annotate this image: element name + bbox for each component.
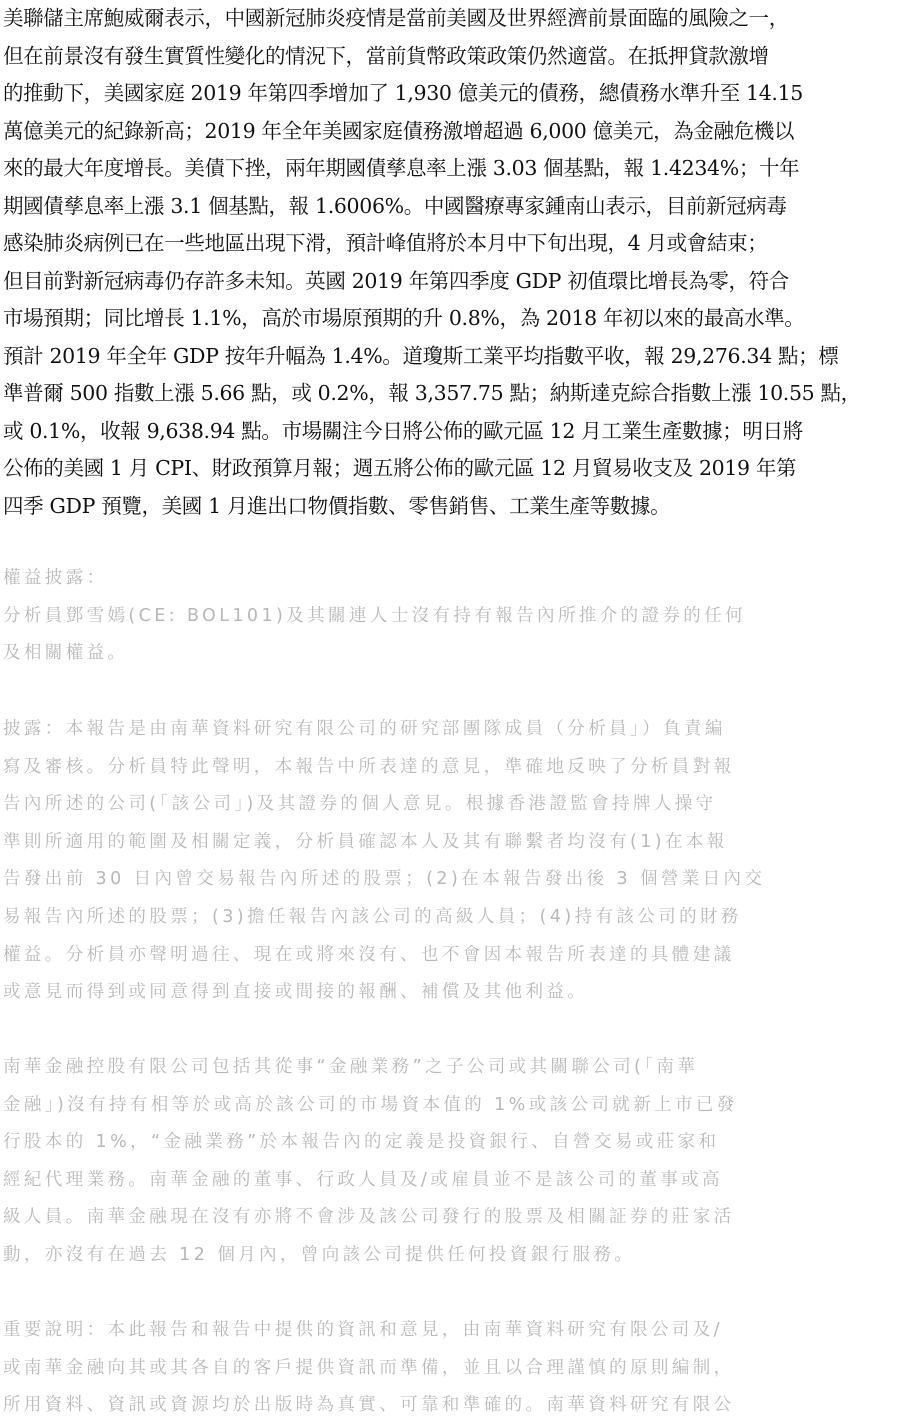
disclosure-line: 行股本的 1%，“金融業務”於本報告內的定義是投資銀行、自營交易或莊家和 xyxy=(3,1132,720,1153)
disclosure-line: 南華金融控股有限公司包括其從事“金融業務”之子公司或其關聯公司(「南華 xyxy=(3,1057,699,1077)
market-commentary-paragraph xyxy=(3,0,871,525)
disclosure-line: 及相關權益。 xyxy=(3,643,129,664)
commentary-line: 期國債孳息率上漲 3.1 個基點，報 1.6006%。中國醫療專家鍾南山表示，目前新冠病毒 xyxy=(3,193,787,218)
disclosure-line: 所用資料、資訊或資源均於出版時為真實、可靠和準確的。南華資料研究有限公 xyxy=(3,1395,735,1416)
commentary-line: 市場預期；同比增長 1.1%，高於市場原預期的升 0.8%，為 2018 年初以來的最高水準。 xyxy=(3,306,805,330)
commentary-line: 四季 GDP 預覽，美國 1 月進出口物價指數、零售銷售、工業生產等數據。 xyxy=(3,493,671,518)
disclosure-line: 易報告內所述的股票；(3)擔任報告內該公司的高級人員；(4)持有該公司的財務 xyxy=(3,906,742,927)
disclosure-line: 或意見而得到或同意得到直接或間接的報酬、補償及其他利益。 xyxy=(3,982,589,1003)
disclosure-line: 寫及審核。分析員特此聲明，本報告中所表達的意見，準確地反映了分析員對報 xyxy=(3,756,735,777)
disclosure-line: 經紀代理業務。南華金融的董事、行政人員及/或雇員並不是該公司的董事或高 xyxy=(3,1169,723,1190)
disclosure-line: 準則所適用的範圍及相關定義，分析員確認本人及其有聯繫者均沒有(1)在本報 xyxy=(3,831,728,852)
commentary-line: 預計 2019 年全年 GDP 按年升幅為 1.4%。道瓊斯工業平均指數平收，報 29,276.34 點；標 xyxy=(3,343,839,368)
commentary-line: 但在前景沒有發生實質性變化的情況下，當前貨幣政策政策仍然適當。在抵押貸款激增 xyxy=(3,43,769,68)
disclosure-line: 重要說明：本此報告和報告中提供的資訊和意見，由南華資料研究有限公司及/ xyxy=(3,1320,723,1340)
commentary-line: 美聯儲主席鮑威爾表示，中國新冠肺炎疫情是當前美國及世界經濟前景面臨的風險之一， xyxy=(3,6,789,30)
analyst-disclosure-section xyxy=(3,711,873,1012)
disclosure-line: 披露：本報告是由南華資料研究有限公司的研究部團隊成員（分析員」）負責編 xyxy=(3,719,726,739)
commentary-line: 或 0.1%，收報 9,638.94 點。市場關注今日將公佈的歐元區 12 月工業生產數據；明日將 xyxy=(3,418,803,443)
disclosure-line: 動，亦沒有在過去 12 個月內，曾向該公司提供任何投資銀行服務。 xyxy=(3,1244,636,1265)
disclosure-line: 分析員鄧雪嫣(CE: BOL101)及其關連人士沒有持有報告內所推介的證券的任何 xyxy=(3,605,747,626)
commentary-line: 感染肺炎病例已在一些地區出現下滑，預計峰值將於本月中下旬出現，4 月或會結束； xyxy=(3,231,768,255)
disclosure-line: 告發出前 30 日內曾交易報告內所述的股票；(2)在本報告發出後 3 個營業日內交 xyxy=(3,869,766,890)
commentary-line: 萬億美元的紀錄新高；2019 年全年美國家庭債務激增超過 6,000 億美元，為金融危機以 xyxy=(3,118,795,143)
group-disclosure-section xyxy=(3,1049,873,1275)
interest-disclosure-heading: 權益披露： xyxy=(3,568,108,588)
commentary-line: 來的最大年度增長。美債下挫，兩年期國債孳息率上漲 3.03 個基點，報 1.4234%；十年 xyxy=(3,156,800,180)
interest-disclosure-section xyxy=(3,560,873,673)
commentary-line: 但目前對新冠病毒仍存許多未知。英國 2019 年第四季度 GDP 初值環比增長為零，符合 xyxy=(3,268,789,293)
disclosure-line: 金融」)沒有持有相等於或高於該公司的市場資本值的 1%或該公司就新上市已發 xyxy=(3,1094,738,1115)
commentary-line: 的推動下，美國家庭 2019 年第四季增加了 1,930 億美元的債務，總債務水準升至 14.15 xyxy=(3,81,803,105)
disclosure-line: 或南華金融向其或其各自的客戶提供資訊而準備，並且以合理謹慎的原則編制， xyxy=(3,1357,735,1378)
important-notice-section xyxy=(3,1312,873,1419)
disclosure-line: 級人員。南華金融現在沒有亦將不會涉及該公司發行的股票及相關証券的莊家活 xyxy=(3,1207,735,1228)
commentary-line: 公佈的美國 1 月 CPI、財政預算月報；週五將公佈的歐元區 12 月貿易收支及 2019 年第 xyxy=(3,456,797,480)
commentary-line: 準普爾 500 指數上漲 5.66 點，或 0.2%，報 3,357.75 點；納斯達克綜合指數上漲 10.55 點， xyxy=(3,381,861,405)
disclosure-line: 權益。分析員亦聲明過往、現在或將來沒有、也不會因本報告所表達的具體建議 xyxy=(3,944,735,965)
disclosure-line: 告內所述的公司(「該公司」)及其證券的個人意見。根據香港證監會持牌人操守 xyxy=(3,794,717,815)
